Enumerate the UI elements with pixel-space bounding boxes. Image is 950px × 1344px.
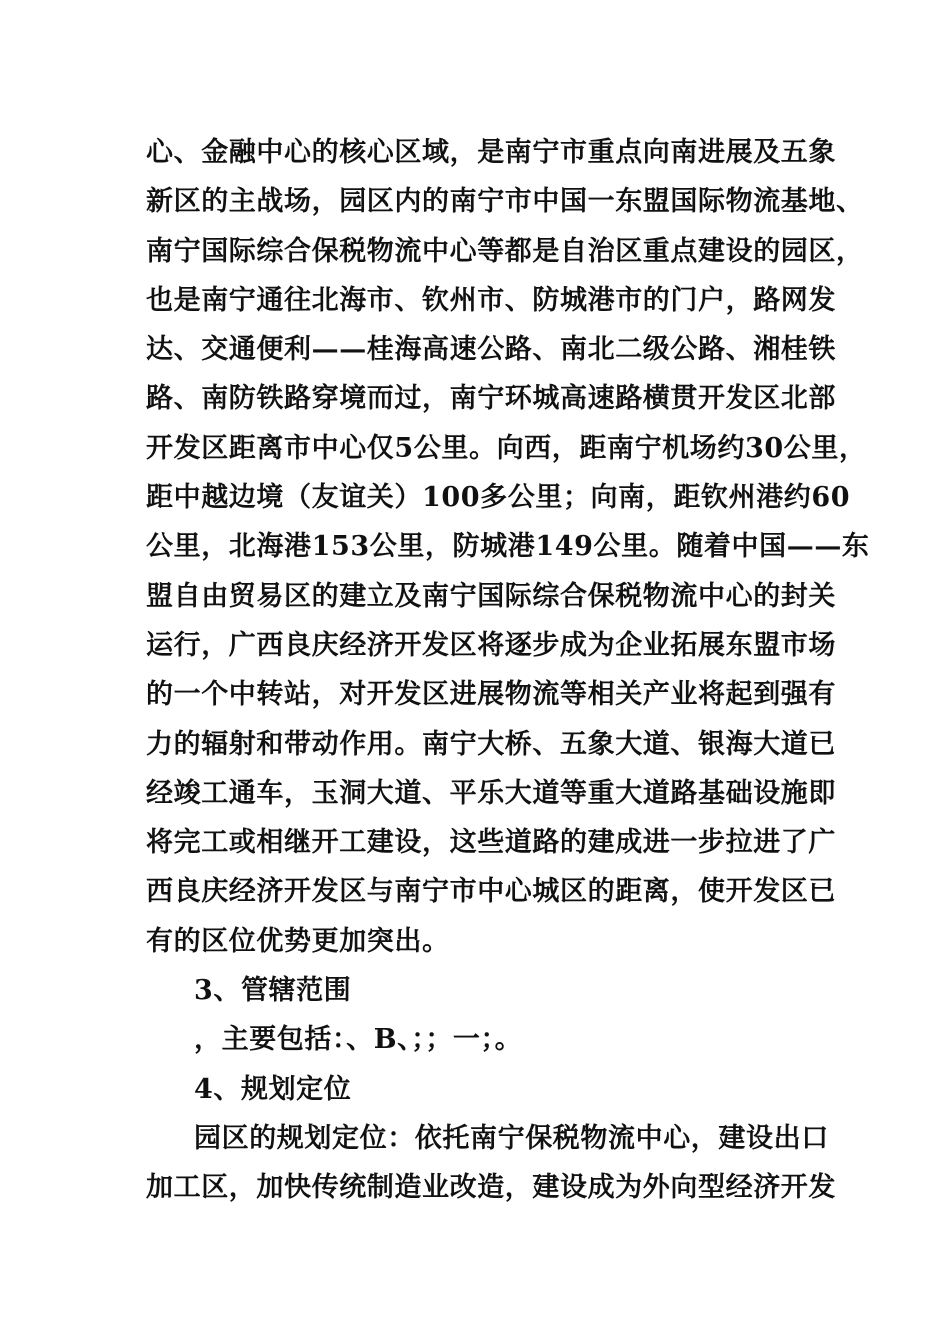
paragraph-line: 南宁国际综合保税物流中心等都是自治区重点建设的园区， [146,235,864,267]
paragraph-line: 盟自由贸易区的建立及南宁国际综合保税物流中心的封关 [146,580,836,612]
paragraph-line: 公里，北海港153公里，防城港149公里。随着中国——东 [146,531,870,563]
paragraph-line: 加工区，加快传统制造业改造，建设成为外向型经济开发 [146,1172,836,1204]
section-heading-jurisdiction: 3、管辖范围 [194,975,352,1007]
paragraph-line: 运行，广西良庆经济开发区将逐步成为企业拓展东盟市场 [146,629,836,661]
paragraph-line: 距中越边境（友谊关）100多公里；向南，距钦州港约60 [146,482,851,514]
section-heading-planning: 4、规划定位 [194,1073,352,1105]
paragraph-line: 的一个中转站，对开发区进展物流等相关产业将起到强有 [146,679,836,711]
paragraph-line: 经竣工通车，玉洞大道、平乐大道等重大道路基础设施即 [146,777,836,809]
paragraph-line: 达、交通便利——桂海高速公路、南北二级公路、湘桂铁 [146,334,836,366]
body-text [146,128,870,1213]
paragraph-line: 心、金融中心的核心区域，是南宁市重点向南进展及五象 [146,137,836,168]
paragraph-line: ，主要包括：、B、；；一；。 [194,1024,523,1056]
paragraph-line: 路、南防铁路穿境而过，南宁环城高速路横贯开发区北部 [146,383,836,415]
paragraph-line: 有的区位优势更加突出。 [146,925,450,957]
paragraph-line: 将完工或相继开工建设，这些道路的建成进一步拉进了广 [146,827,836,859]
paragraph-line: 也是南宁通往北海市、钦州市、防城港市的门户，路网发 [146,284,836,316]
paragraph-line: 西良庆经济开发区与南宁市中心城区的距离，使开发区已 [146,876,836,908]
paragraph-line: 园区的规划定位：依托南宁保税物流中心，建设出口 [194,1122,829,1154]
paragraph-line: 力的辐射和带动作用。南宁大桥、五象大道、银海大道已 [146,728,836,760]
paragraph-line: 新区的主战场，园区内的南宁市中国一东盟国际物流基地、 [146,186,864,218]
paragraph-line: 开发区距离市中心仅5公里。向西，距南宁机场约30公里， [146,432,867,464]
